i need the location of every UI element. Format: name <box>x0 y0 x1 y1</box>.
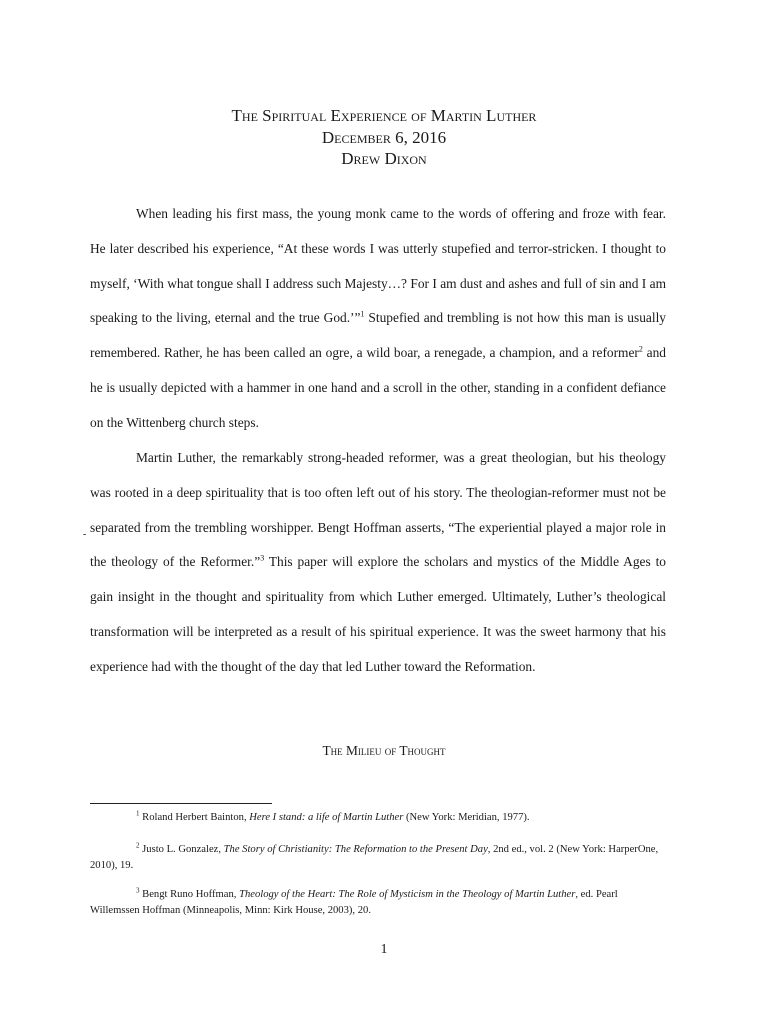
footnote-ref-2: 2 <box>638 344 643 354</box>
footnote-text: Bengt Runo Hoffman, <box>139 889 240 900</box>
footnote-text: (New York: Meridian, 1977). <box>403 812 530 823</box>
paragraph-text: Martin Luther, the remarkably strong-headed reformer, was a great theologian, but his theology was rooted in a deep spirituality that is too often left out of his story. The theologian-reformer must not be separated from the trembling worshipper. Bengt Hoffman asserts, “The experiential played a major role in the theology of the Reformer.” <box>90 450 666 570</box>
footnote-title: Here I stand: a life of Martin Luther <box>249 812 404 823</box>
footnote-ref-1: 1 <box>360 309 365 319</box>
stray-mark: - <box>83 529 87 540</box>
body-paragraph-1 <box>90 197 666 441</box>
footnote-text: Justo L. Gonzalez, <box>139 844 224 855</box>
footnote-number: 3 <box>136 886 140 895</box>
paragraph-text: When leading his first mass, the young monk came to the words of offering and froze with fear. He later described his experience, “At these words I was utterly stupefied and terror-stricken. I thought to myself, ‘With what tongue shall I address such Majesty…? For I am dust and ashes and full of sin and I am speaking to the living, eternal and the true God.’” <box>90 206 666 326</box>
page-number: 1 <box>380 942 388 957</box>
body-paragraph-2 <box>90 441 666 685</box>
footnote-3 <box>90 887 666 919</box>
footnote-1 <box>90 810 666 826</box>
footnote-text: , 2nd ed., vol. 2 (New York: HarperOne, 2010), 19. <box>90 844 659 871</box>
footnote-text: , ed. Pearl Willemssen Hoffman (Minneapolis, Minn: Kirk House, 2003), 20. <box>90 889 618 916</box>
paragraph-text: and he is usually depicted with a hammer in one hand and a scroll in the other, standing in a confident defiance on the Wittenberg church steps. <box>90 345 666 430</box>
footnote-number: 2 <box>136 841 140 850</box>
section-heading: The Milieu of Thought <box>322 743 446 758</box>
paragraph-text: Stupefied and trembling is not how this man is usually remembered. Rather, he has been called an ogre, a wild boar, a renegade, a champion, and a reformer <box>90 310 666 361</box>
document-author: Drew Dixon <box>341 149 427 168</box>
footnote-title: Theology of the Heart: The Role of Mysticism in the Theology of Martin Luther <box>239 889 576 900</box>
document-title: The Spiritual Experience of Martin Luther <box>231 106 537 125</box>
footnote-2 <box>90 842 666 874</box>
footnote-separator <box>90 803 272 804</box>
footnote-ref-3: 3 <box>260 553 265 563</box>
document-date: December 6, 2016 <box>321 128 447 147</box>
paragraph-text: This paper will explore the scholars and mystics of the Middle Ages to gain insight in the thought and spirituality from which Luther emerged. Ultimately, Luther’s theological transformation will be interpreted as a result of his spiritual experience. It was the sweet harmony that his experience had with the thought of the day that led Luther toward the Reformation. <box>90 554 667 674</box>
footnote-text: Roland Herbert Bainton, <box>139 812 250 823</box>
footnote-number: 1 <box>136 809 140 818</box>
footnote-title: The Story of Christianity: The Reformation to the Present Day <box>223 844 488 855</box>
